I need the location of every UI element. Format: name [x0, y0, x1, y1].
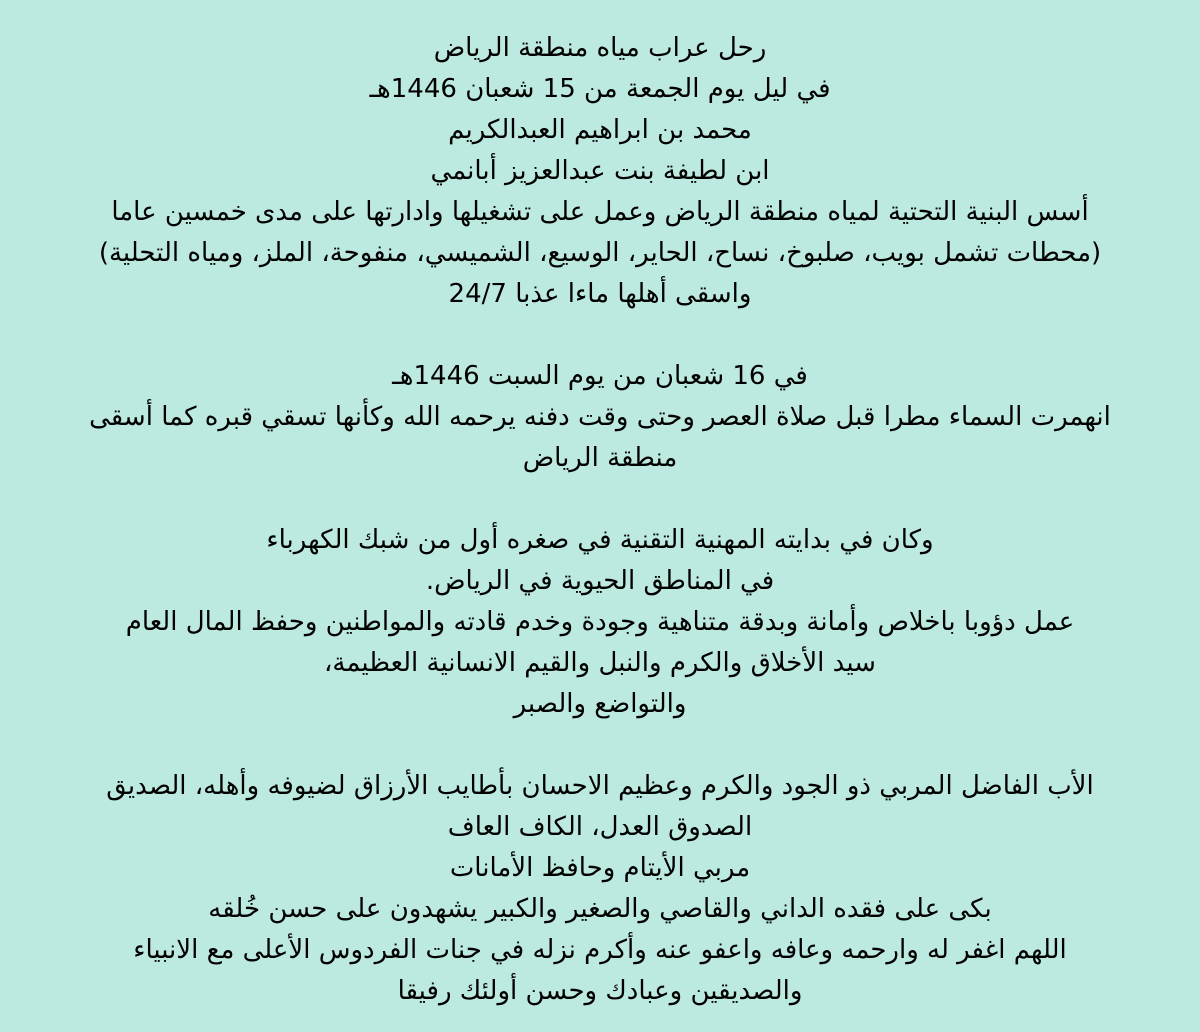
text-line: (محطات تشمل بويب، صلبوخ، نساح، الحاير، الوسيع، الشميسي، منفوحة، الملز، ومياه التحلية) — [98, 238, 1102, 268]
text-line: اللهم اغفر له وارحمه وعافه واعفو عنه وأكرم نزله في جنات الفردوس الأعلى مع الانبياء — [133, 935, 1067, 965]
text-line: في المناطق الحيوية في الرياض. — [425, 566, 775, 596]
text-line: في 16 شعبان من يوم السبت 1446هـ — [392, 361, 808, 391]
text-line: الأب الفاضل المربي ذو الجود والكرم وعظيم الاحسان بأطايب الأرزاق لضيوفه وأهله، الصديق — [106, 771, 1094, 801]
text-line: وكان في بدايته المهنية التقنية في صغره أول من شبك الكهرباء — [266, 525, 934, 555]
text-line: واسقى أهلها ماءا عذبا 24/7 — [448, 279, 752, 309]
text-line: رحل عراب مياه منطقة الرياض — [433, 33, 767, 63]
text-line: منطقة الرياض — [522, 443, 678, 473]
blank-line — [0, 315, 1200, 356]
blank-line — [0, 479, 1200, 520]
text-line: مربي الأيتام وحافظ الأمانات — [449, 853, 751, 883]
text-line: انهمرت السماء مطرا قبل صلاة العصر وحتى وقت دفنه يرحمه الله وكأنها تسقي قبره كما أسقى — [89, 402, 1111, 432]
text-line: في ليل يوم الجمعة من 15 شعبان 1446هـ — [369, 74, 831, 104]
text-line: والصديقين وعبادك وحسن أولئك رفيقا — [397, 976, 803, 1006]
text-line: بكى على فقده الداني والقاصي والصغير والكبير يشهدون على حسن خُلقه — [208, 894, 992, 924]
text-line: والتواضع والصبر — [513, 689, 687, 719]
text-line: محمد بن ابراهيم العبدالكريم — [448, 115, 752, 145]
text-line: سيد الأخلاق والكرم والنبل والقيم الانسانية العظيمة، — [324, 648, 876, 678]
blank-line — [0, 725, 1200, 766]
text-line: الصدوق العدل، الكاف العاف — [447, 812, 753, 842]
text-line: ابن لطيفة بنت عبدالعزيز أبانمي — [430, 156, 770, 186]
text-line: أسس البنية التحتية لمياه منطقة الرياض وعمل على تشغيلها وادارتها على مدى خمسين عاما — [111, 197, 1089, 227]
text-line: عمل دؤوبا باخلاص وأمانة وبدقة متناهية وجودة وخدم قادته والمواطنين وحفظ المال العام — [125, 607, 1075, 637]
